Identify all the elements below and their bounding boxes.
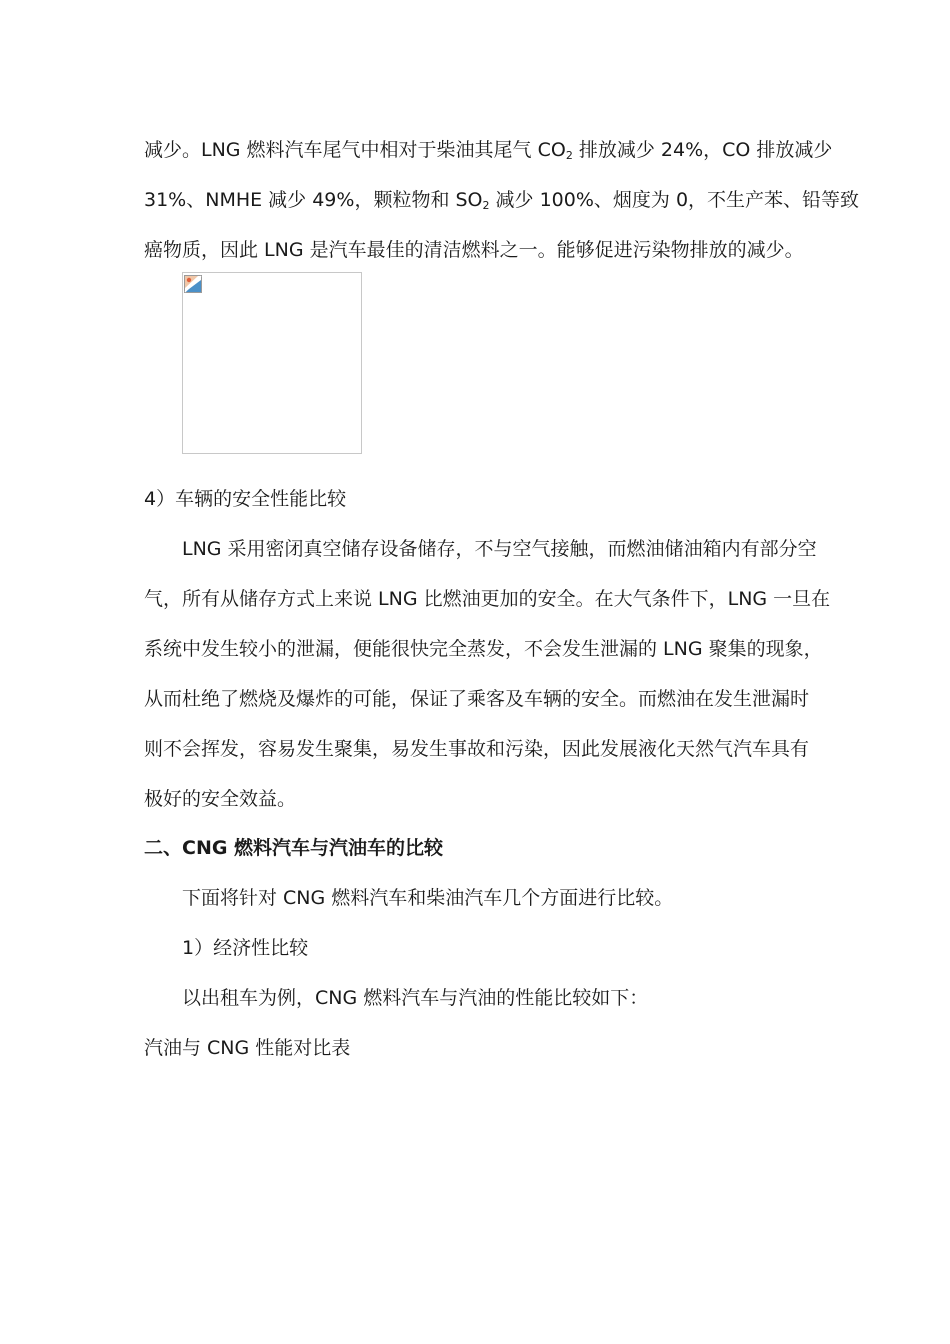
paragraph-line-1 bbox=[144, 137, 833, 163]
section-4-line-5: 则不会挥发，容易发生聚集，易发生事故和污染，因此发展液化天然气汽车具有 bbox=[144, 738, 810, 760]
text-span: 减少 100%、烟度为 0，不生产苯、铅等致 bbox=[489, 189, 860, 211]
paragraph-line-2 bbox=[144, 187, 860, 213]
section-4-line-1: LNG 采用密闭真空储存设备储存，不与空气接触，而燃油储油箱内有部分空 bbox=[182, 538, 817, 560]
paragraph-line-3: 癌物质，因此 LNG 是汽车最佳的清洁燃料之一。能够促进污染物排放的减少。 bbox=[144, 239, 804, 261]
image-placeholder bbox=[182, 272, 362, 454]
section-4-line-3: 系统中发生较小的泄漏，便能很快完全蒸发，不会发生泄漏的 LNG 聚集的现象， bbox=[144, 638, 823, 660]
table-caption: 汽油与 CNG 性能对比表 bbox=[144, 1037, 351, 1059]
text-span: 31%、NMHE 减少 49%，颗粒物和 SO bbox=[144, 189, 483, 211]
section-4-line-6: 极好的安全效益。 bbox=[144, 788, 297, 810]
section-2-example: 以出租车为例，CNG 燃料汽车与汽油的性能比较如下： bbox=[182, 987, 649, 1009]
section-2-heading: 二、CNG 燃料汽车与汽油车的比较 bbox=[144, 837, 444, 859]
section-4-line-4: 从而杜绝了燃烧及爆炸的可能，保证了乘客及车辆的安全。而燃油在发生泄漏时 bbox=[144, 688, 810, 710]
text-span: 减少。LNG 燃料汽车尾气中相对于柴油其尾气 CO bbox=[144, 139, 566, 161]
section-2-sub-heading: 1）经济性比较 bbox=[182, 937, 309, 959]
section-4-line-2: 气，所有从储存方式上来说 LNG 比燃油更加的安全。在大气条件下，LNG 一旦在 bbox=[144, 588, 831, 610]
section-2-intro: 下面将针对 CNG 燃料汽车和柴油汽车几个方面进行比较。 bbox=[182, 887, 674, 909]
subscript: 2 bbox=[482, 199, 490, 212]
subscript: 2 bbox=[565, 149, 573, 162]
section-4-heading: 4）车辆的安全性能比较 bbox=[144, 488, 347, 510]
text-span: 排放减少 24%，CO 排放减少 bbox=[572, 139, 833, 161]
broken-image-icon bbox=[184, 275, 202, 293]
